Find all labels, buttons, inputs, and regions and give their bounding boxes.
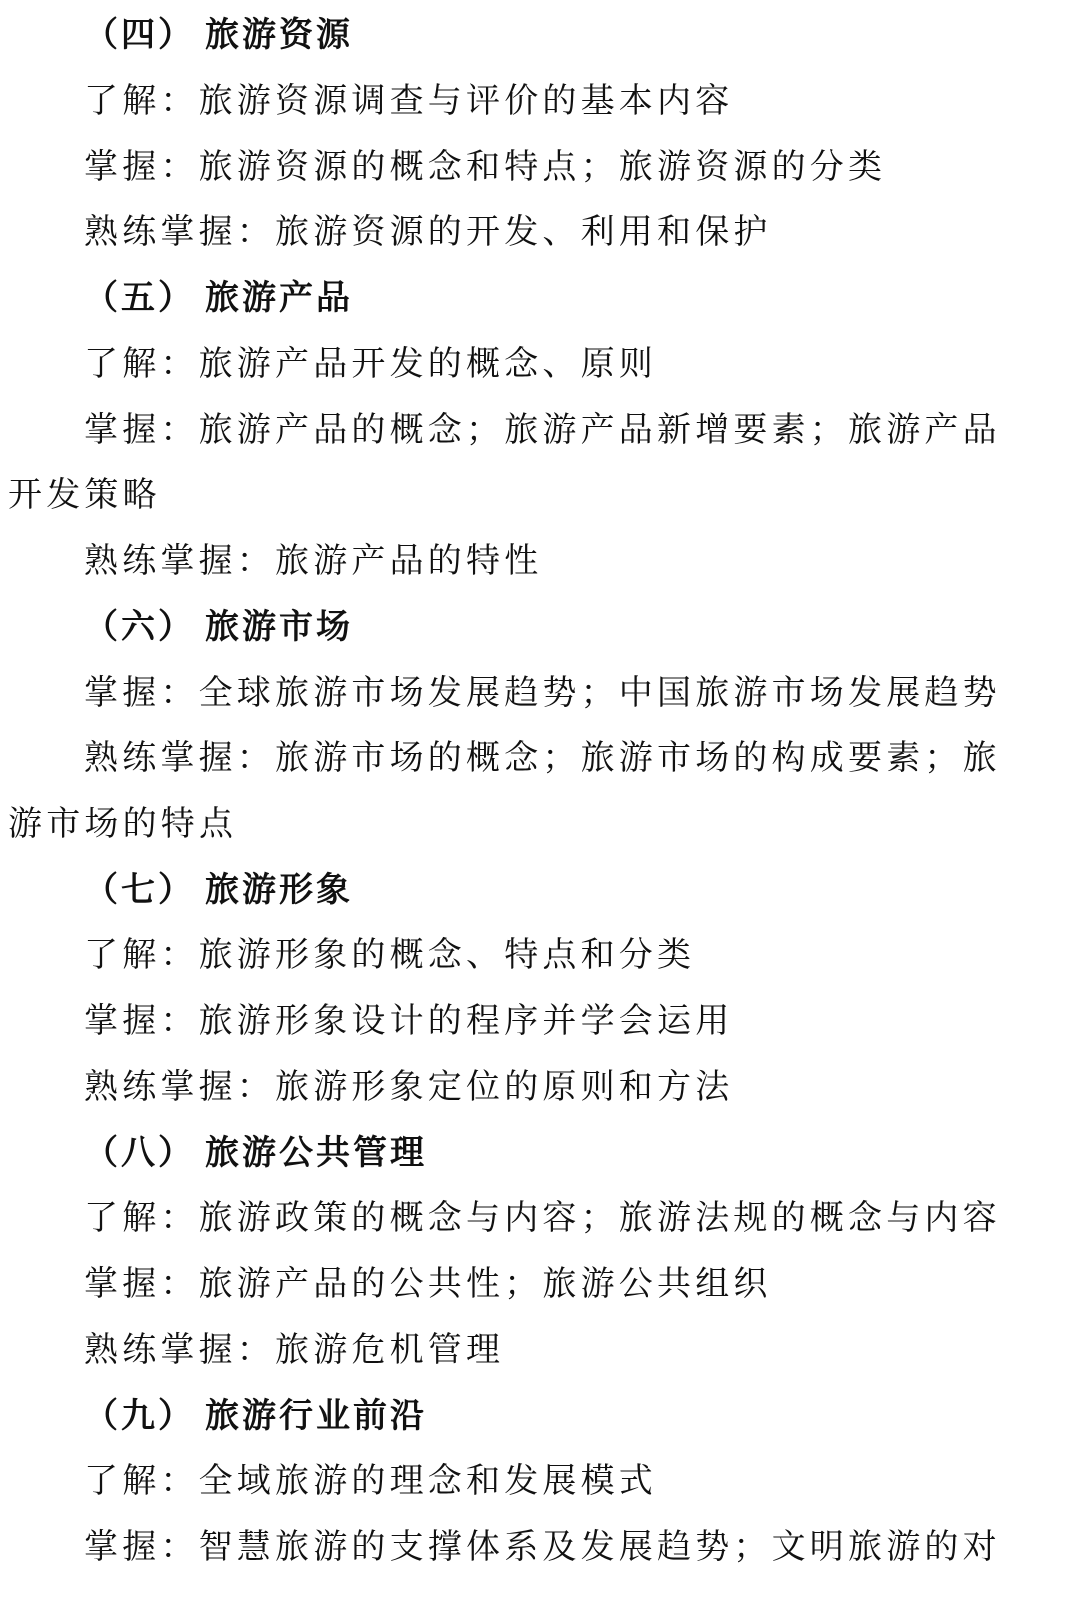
- section-heading-9: [0, 1383, 1092, 1449]
- text-line: 掌握：旅游形象设计的程序并学会运用: [84, 1001, 734, 1041]
- text-line: 掌握：智慧旅游的支撑体系及发展趋势；文明旅游的对: [84, 1527, 1001, 1567]
- section-heading-4: [0, 2, 1092, 68]
- text-line: 了解：旅游政策的概念与内容；旅游法规的概念与内容: [84, 1198, 1001, 1238]
- section-title: 旅游资源: [205, 15, 353, 55]
- section-title: 旅游公共管理: [205, 1133, 427, 1173]
- text-line: 熟练掌握：旅游资源的开发、利用和保护: [84, 212, 772, 252]
- section-number: （五）: [84, 278, 195, 318]
- text-line: 掌握：全球旅游市场发展趋势；中国旅游市场发展趋势: [84, 673, 1001, 713]
- text-line: 掌握：旅游产品的公共性；旅游公共组织: [84, 1264, 772, 1304]
- text-line: 了解：旅游产品开发的概念、原则: [84, 344, 657, 384]
- section-title: 旅游行业前沿: [205, 1396, 427, 1436]
- text-line-continuation: 开发策略: [8, 475, 161, 515]
- section-number: （九）: [84, 1396, 195, 1436]
- section-heading-8: [0, 1120, 1092, 1186]
- section-number: （七）: [84, 870, 195, 910]
- section-title: 旅游形象: [205, 870, 353, 910]
- section-number: （八）: [84, 1133, 195, 1173]
- section-heading-5: [0, 265, 1092, 331]
- text-line: 掌握：旅游产品的概念；旅游产品新增要素；旅游产品: [84, 410, 1001, 450]
- text-line: 熟练掌握：旅游危机管理: [84, 1330, 505, 1370]
- section-heading-7: [0, 857, 1092, 923]
- text-line: 熟练掌握：旅游形象定位的原则和方法: [84, 1067, 734, 1107]
- text-line-continuation: 游市场的特点: [8, 804, 238, 844]
- text-line: 了解：旅游资源调查与评价的基本内容: [84, 81, 734, 121]
- text-line: 熟练掌握：旅游产品的特性: [84, 541, 543, 581]
- section-title: 旅游市场: [205, 607, 353, 647]
- text-line: 熟练掌握：旅游市场的概念；旅游市场的构成要素；旅: [84, 738, 1001, 778]
- section-heading-6: [0, 594, 1092, 660]
- section-number: （四）: [84, 15, 195, 55]
- section-title: 旅游产品: [205, 278, 353, 318]
- text-line: 了解：旅游形象的概念、特点和分类: [84, 935, 696, 975]
- text-line: 了解：全域旅游的理念和发展模式: [84, 1461, 657, 1501]
- text-line: 掌握：旅游资源的概念和特点；旅游资源的分类: [84, 147, 887, 187]
- section-number: （六）: [84, 607, 195, 647]
